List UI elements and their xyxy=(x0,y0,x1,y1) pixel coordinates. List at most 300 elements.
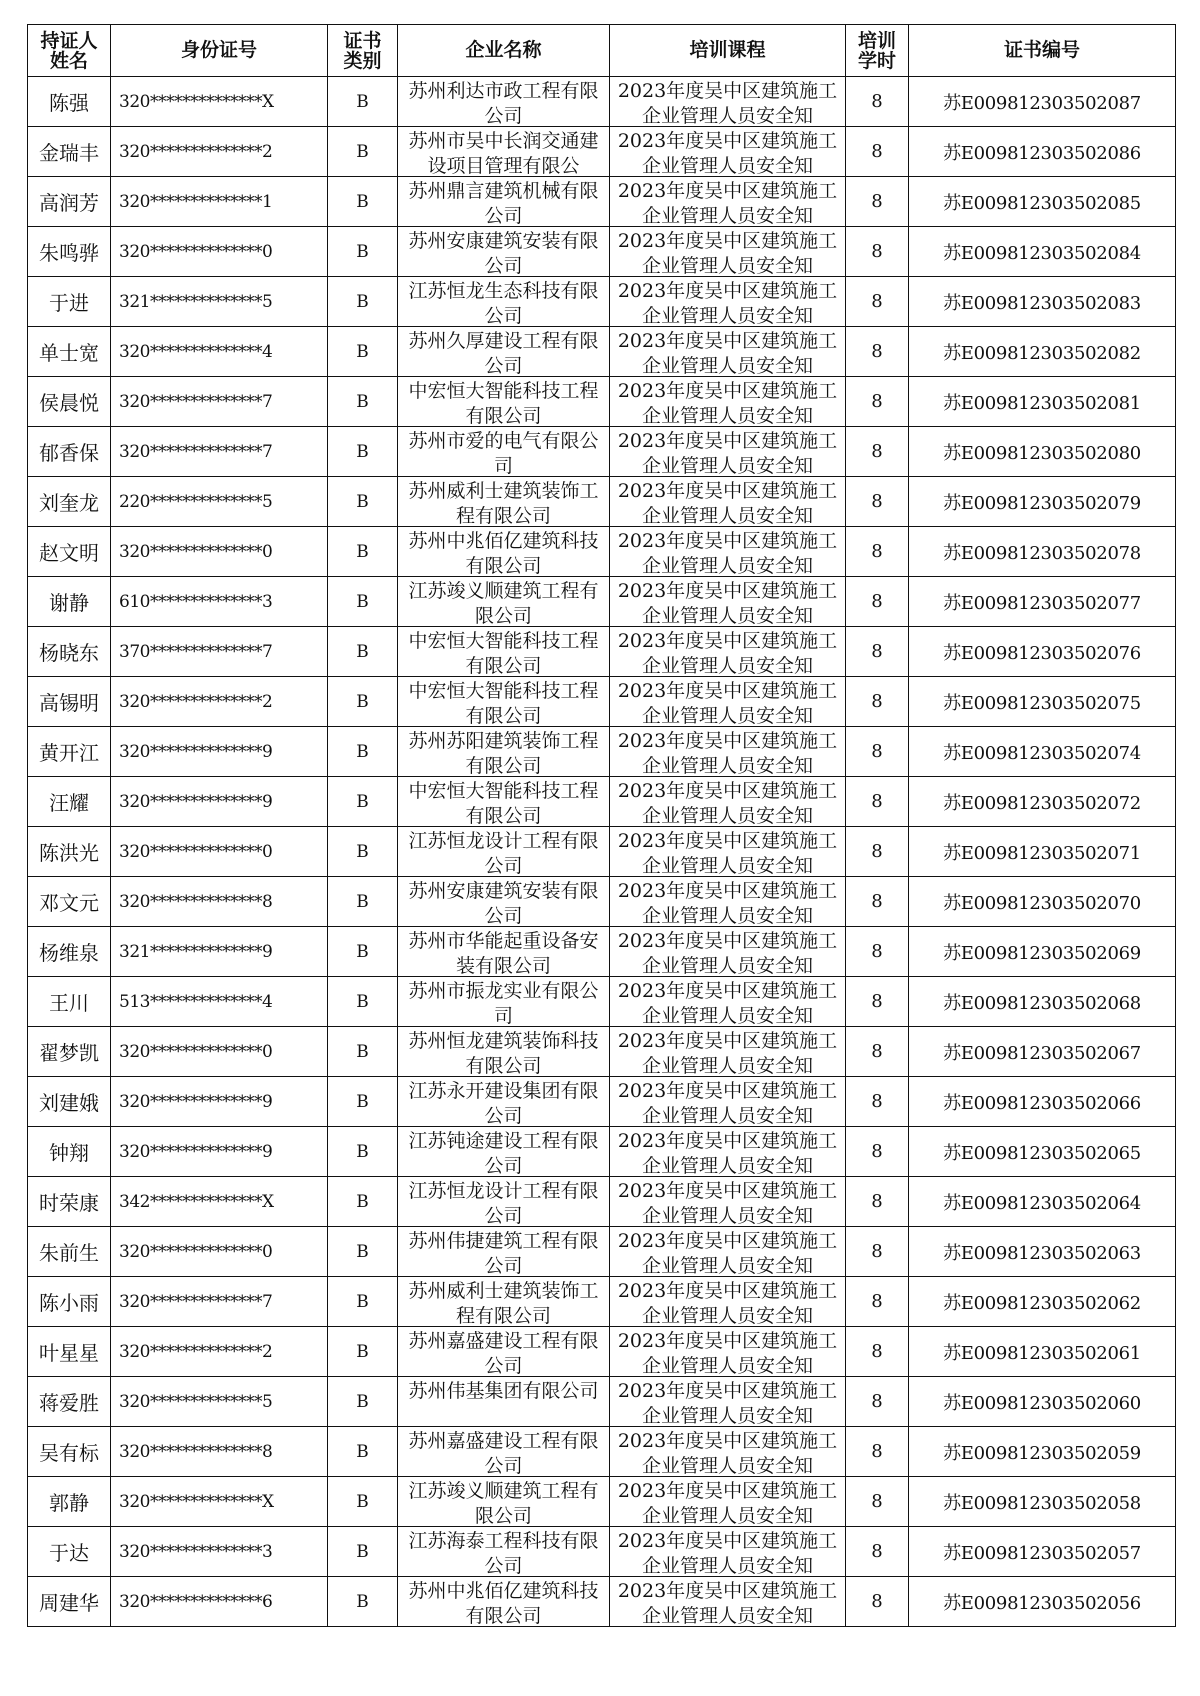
cell-company xyxy=(398,927,610,977)
cell-course xyxy=(610,877,846,927)
cell-company-text: 苏州市华能起重设备安装有限公司 xyxy=(408,930,599,975)
cell-hours: 8 xyxy=(846,1427,909,1477)
cell-course-text: 2023年度吴中区建筑施工企业管理人员安全知 xyxy=(617,780,838,825)
cell-course-text: 2023年度吴中区建筑施工企业管理人员安全知 xyxy=(617,980,838,1025)
table-row xyxy=(28,377,1176,427)
cell-id-number: 320**************X xyxy=(111,1477,328,1527)
cell-company xyxy=(398,227,610,277)
cell-id-number: 320**************1 xyxy=(111,177,328,227)
cell-hours: 8 xyxy=(846,227,909,277)
cell-hours: 8 xyxy=(846,77,909,127)
cell-company-text: 苏州嘉盛建设工程有限公司 xyxy=(408,1430,599,1475)
cell-name: 汪耀 xyxy=(28,777,111,827)
cell-id-number: 513**************4 xyxy=(111,977,328,1027)
cell-name: 叶星星 xyxy=(28,1327,111,1377)
cell-company xyxy=(398,677,610,727)
cell-course xyxy=(610,577,846,627)
cell-cert-number: 苏E009812303502060 xyxy=(909,1377,1176,1427)
cell-cert-number: 苏E009812303502068 xyxy=(909,977,1176,1027)
cell-course xyxy=(610,1377,846,1427)
cell-id-number: 370**************7 xyxy=(111,627,328,677)
cell-course-text: 2023年度吴中区建筑施工企业管理人员安全知 xyxy=(617,180,838,225)
cell-hours: 8 xyxy=(846,177,909,227)
table-row xyxy=(28,1427,1176,1477)
cell-company xyxy=(398,1127,610,1177)
table-row xyxy=(28,1277,1176,1327)
cell-hours: 8 xyxy=(846,677,909,727)
cell-name: 郁香保 xyxy=(28,427,111,477)
header-company: 企业名称 xyxy=(398,25,610,77)
cell-company xyxy=(398,377,610,427)
cell-company xyxy=(398,1477,610,1527)
cell-cert-number: 苏E009812303502059 xyxy=(909,1427,1176,1477)
cell-company xyxy=(398,427,610,477)
cell-course xyxy=(610,77,846,127)
cell-cert-class: B xyxy=(328,377,398,427)
header-class: 证书类别 xyxy=(328,25,398,77)
table-row xyxy=(28,127,1176,177)
table-row xyxy=(28,577,1176,627)
cell-company-text: 中宏恒大智能科技工程有限公司 xyxy=(408,380,599,425)
cell-company xyxy=(398,627,610,677)
cell-company xyxy=(398,777,610,827)
cell-company-text: 苏州威利士建筑装饰工程有限公司 xyxy=(408,480,599,525)
cell-cert-number: 苏E009812303502087 xyxy=(909,77,1176,127)
table-row xyxy=(28,627,1176,677)
cell-cert-class: B xyxy=(328,1477,398,1527)
cell-id-number: 610**************3 xyxy=(111,577,328,627)
cell-course xyxy=(610,1477,846,1527)
cell-name: 钟翔 xyxy=(28,1127,111,1177)
cell-cert-class: B xyxy=(328,1327,398,1377)
table-row xyxy=(28,1377,1176,1427)
cell-cert-number: 苏E009812303502070 xyxy=(909,877,1176,927)
cell-company-text: 苏州嘉盛建设工程有限公司 xyxy=(408,1330,599,1375)
cell-company xyxy=(398,77,610,127)
cell-company xyxy=(398,1277,610,1327)
cell-hours: 8 xyxy=(846,1377,909,1427)
cell-cert-class: B xyxy=(328,877,398,927)
cell-cert-number: 苏E009812303502083 xyxy=(909,277,1176,327)
cell-cert-number: 苏E009812303502066 xyxy=(909,1077,1176,1127)
cell-cert-number: 苏E009812303502081 xyxy=(909,377,1176,427)
cell-course xyxy=(610,127,846,177)
cell-cert-class: B xyxy=(328,1027,398,1077)
cell-hours: 8 xyxy=(846,527,909,577)
cell-company-text: 苏州久厚建设工程有限公司 xyxy=(408,330,599,375)
cell-course xyxy=(610,1327,846,1377)
table-row xyxy=(28,877,1176,927)
cell-course-text: 2023年度吴中区建筑施工企业管理人员安全知 xyxy=(617,1280,838,1325)
cell-cert-number: 苏E009812303502080 xyxy=(909,427,1176,477)
cell-course xyxy=(610,627,846,677)
cell-id-number: 320**************7 xyxy=(111,427,328,477)
cell-id-number: 320**************9 xyxy=(111,777,328,827)
table-row xyxy=(28,1577,1176,1627)
cell-course-text: 2023年度吴中区建筑施工企业管理人员安全知 xyxy=(617,830,838,875)
cell-company-text: 中宏恒大智能科技工程有限公司 xyxy=(408,680,599,725)
cell-company xyxy=(398,1577,610,1627)
cell-hours: 8 xyxy=(846,977,909,1027)
cell-name: 高锡明 xyxy=(28,677,111,727)
header-course: 培训课程 xyxy=(610,25,846,77)
table-row xyxy=(28,1227,1176,1277)
cell-company-text: 江苏竣义顺建筑工程有限公司 xyxy=(408,1480,599,1525)
cell-hours: 8 xyxy=(846,277,909,327)
cell-hours: 8 xyxy=(846,327,909,377)
cell-course-text: 2023年度吴中区建筑施工企业管理人员安全知 xyxy=(617,230,838,275)
cell-name: 王川 xyxy=(28,977,111,1027)
cell-company-text: 苏州中兆佰亿建筑科技有限公司 xyxy=(408,530,599,575)
cell-course-text: 2023年度吴中区建筑施工企业管理人员安全知 xyxy=(617,1180,838,1225)
cell-company xyxy=(398,327,610,377)
cell-company xyxy=(398,1377,610,1427)
cell-id-number: 320**************X xyxy=(111,77,328,127)
cell-course xyxy=(610,777,846,827)
table-row xyxy=(28,777,1176,827)
cell-company-text: 江苏竣义顺建筑工程有限公司 xyxy=(408,580,599,625)
cell-id-number: 320**************2 xyxy=(111,677,328,727)
cell-name: 陈洪光 xyxy=(28,827,111,877)
cell-name: 杨晓东 xyxy=(28,627,111,677)
table-row xyxy=(28,827,1176,877)
cell-cert-number: 苏E009812303502067 xyxy=(909,1027,1176,1077)
cell-company-text: 苏州鼎言建筑机械有限公司 xyxy=(408,180,599,225)
cell-hours: 8 xyxy=(846,427,909,477)
cell-id-number: 320**************3 xyxy=(111,1527,328,1577)
cell-course xyxy=(610,327,846,377)
cell-cert-class: B xyxy=(328,1427,398,1477)
cell-hours: 8 xyxy=(846,1527,909,1577)
cell-cert-number: 苏E009812303502058 xyxy=(909,1477,1176,1527)
cell-id-number: 321**************5 xyxy=(111,277,328,327)
cell-company xyxy=(398,1227,610,1277)
cell-name: 单士宽 xyxy=(28,327,111,377)
table-row xyxy=(28,727,1176,777)
table-row xyxy=(28,427,1176,477)
cell-course xyxy=(610,677,846,727)
cell-cert-number: 苏E009812303502056 xyxy=(909,1577,1176,1627)
cell-course xyxy=(610,477,846,527)
cell-company-text: 苏州威利士建筑装饰工程有限公司 xyxy=(408,1280,599,1325)
cell-company xyxy=(398,527,610,577)
cell-cert-number: 苏E009812303502063 xyxy=(909,1227,1176,1277)
cell-company xyxy=(398,477,610,527)
cell-hours: 8 xyxy=(846,577,909,627)
cell-hours: 8 xyxy=(846,377,909,427)
cell-course xyxy=(610,1027,846,1077)
cell-name: 陈强 xyxy=(28,77,111,127)
cell-company-text: 江苏恒龙生态科技有限公司 xyxy=(408,280,599,325)
cell-company-text: 江苏钝途建设工程有限公司 xyxy=(408,1130,599,1175)
cell-company xyxy=(398,577,610,627)
cell-course xyxy=(610,727,846,777)
cell-name: 金瑞丰 xyxy=(28,127,111,177)
table-row xyxy=(28,1527,1176,1577)
cell-id-number: 320**************9 xyxy=(111,1077,328,1127)
cell-cert-class: B xyxy=(328,1227,398,1277)
cell-company xyxy=(398,727,610,777)
cell-course-text: 2023年度吴中区建筑施工企业管理人员安全知 xyxy=(617,880,838,925)
cell-name: 黄开江 xyxy=(28,727,111,777)
cell-name: 陈小雨 xyxy=(28,1277,111,1327)
cell-company xyxy=(398,827,610,877)
cell-cert-class: B xyxy=(328,177,398,227)
cell-name: 刘奎龙 xyxy=(28,477,111,527)
cell-company xyxy=(398,877,610,927)
cell-company-text: 苏州市爱的电气有限公司 xyxy=(408,430,599,475)
cell-cert-class: B xyxy=(328,827,398,877)
table-row xyxy=(28,1027,1176,1077)
cell-cert-class: B xyxy=(328,77,398,127)
cell-course-text: 2023年度吴中区建筑施工企业管理人员安全知 xyxy=(617,1530,838,1575)
cell-cert-number: 苏E009812303502069 xyxy=(909,927,1176,977)
cell-cert-class: B xyxy=(328,127,398,177)
cell-course xyxy=(610,527,846,577)
header-certno: 证书编号 xyxy=(909,25,1176,77)
cell-id-number: 220**************5 xyxy=(111,477,328,527)
cell-id-number: 320**************8 xyxy=(111,1427,328,1477)
cell-course xyxy=(610,827,846,877)
cell-company-text: 苏州苏阳建筑装饰工程有限公司 xyxy=(408,730,599,775)
cell-cert-number: 苏E009812303502084 xyxy=(909,227,1176,277)
cell-company xyxy=(398,1027,610,1077)
cell-hours: 8 xyxy=(846,1577,909,1627)
cell-cert-number: 苏E009812303502057 xyxy=(909,1527,1176,1577)
cell-cert-class: B xyxy=(328,227,398,277)
cell-company xyxy=(398,977,610,1027)
cell-hours: 8 xyxy=(846,1227,909,1277)
cell-name: 吴有标 xyxy=(28,1427,111,1477)
cell-hours: 8 xyxy=(846,727,909,777)
cell-id-number: 320**************0 xyxy=(111,527,328,577)
cell-course xyxy=(610,177,846,227)
table-row xyxy=(28,227,1176,277)
cell-company-text: 中宏恒大智能科技工程有限公司 xyxy=(408,630,599,675)
cell-hours: 8 xyxy=(846,1027,909,1077)
cell-course-text: 2023年度吴中区建筑施工企业管理人员安全知 xyxy=(617,480,838,525)
cell-hours: 8 xyxy=(846,477,909,527)
cell-course-text: 2023年度吴中区建筑施工企业管理人员安全知 xyxy=(617,580,838,625)
certificate-table xyxy=(27,24,1176,1627)
table-row xyxy=(28,177,1176,227)
cell-cert-number: 苏E009812303502082 xyxy=(909,327,1176,377)
cell-id-number: 320**************5 xyxy=(111,1377,328,1427)
cell-company-text: 苏州伟基集团有限公司 xyxy=(408,1380,599,1402)
table-row xyxy=(28,1077,1176,1127)
cell-company xyxy=(398,1527,610,1577)
header-row xyxy=(28,25,1176,77)
cell-hours: 8 xyxy=(846,1077,909,1127)
cell-course-text: 2023年度吴中区建筑施工企业管理人员安全知 xyxy=(617,1580,838,1625)
cell-cert-class: B xyxy=(328,627,398,677)
cell-company-text: 江苏海泰工程科技有限公司 xyxy=(408,1530,599,1575)
table-row xyxy=(28,1477,1176,1527)
cell-name: 翟梦凯 xyxy=(28,1027,111,1077)
table-row xyxy=(28,677,1176,727)
cell-course xyxy=(610,927,846,977)
cell-cert-class: B xyxy=(328,1177,398,1227)
table-row xyxy=(28,527,1176,577)
cell-cert-class: B xyxy=(328,977,398,1027)
cell-cert-number: 苏E009812303502062 xyxy=(909,1277,1176,1327)
table-row xyxy=(28,1177,1176,1227)
cell-name: 于达 xyxy=(28,1527,111,1577)
cell-id-number: 320**************0 xyxy=(111,227,328,277)
cell-name: 时荣康 xyxy=(28,1177,111,1227)
cell-cert-class: B xyxy=(328,927,398,977)
cell-id-number: 320**************2 xyxy=(111,1327,328,1377)
cell-cert-number: 苏E009812303502078 xyxy=(909,527,1176,577)
cell-cert-number: 苏E009812303502065 xyxy=(909,1127,1176,1177)
cell-course xyxy=(610,1077,846,1127)
cell-company xyxy=(398,1327,610,1377)
table-row xyxy=(28,1127,1176,1177)
cell-company xyxy=(398,1077,610,1127)
cell-hours: 8 xyxy=(846,927,909,977)
cell-cert-class: B xyxy=(328,527,398,577)
cell-id-number: 320**************7 xyxy=(111,377,328,427)
cell-course-text: 2023年度吴中区建筑施工企业管理人员安全知 xyxy=(617,380,838,425)
cell-company-text: 苏州恒龙建筑装饰科技有限公司 xyxy=(408,1030,599,1075)
table-row xyxy=(28,977,1176,1027)
cell-company-text: 江苏恒龙设计工程有限公司 xyxy=(408,830,599,875)
cell-cert-class: B xyxy=(328,327,398,377)
table-row xyxy=(28,927,1176,977)
cell-hours: 8 xyxy=(846,1477,909,1527)
cell-name: 谢静 xyxy=(28,577,111,627)
cell-cert-number: 苏E009812303502074 xyxy=(909,727,1176,777)
cell-course xyxy=(610,427,846,477)
cell-name: 郭静 xyxy=(28,1477,111,1527)
cell-hours: 8 xyxy=(846,877,909,927)
table-row xyxy=(28,1327,1176,1377)
table-row xyxy=(28,277,1176,327)
cell-company-text: 苏州中兆佰亿建筑科技有限公司 xyxy=(408,1580,599,1625)
cell-course-text: 2023年度吴中区建筑施工企业管理人员安全知 xyxy=(617,1130,838,1175)
cell-cert-number: 苏E009812303502075 xyxy=(909,677,1176,727)
cell-name: 朱鸣骅 xyxy=(28,227,111,277)
header-name: 持证人姓名 xyxy=(28,25,111,77)
cell-name: 高润芳 xyxy=(28,177,111,227)
cell-course-text: 2023年度吴中区建筑施工企业管理人员安全知 xyxy=(617,1380,838,1425)
cell-course xyxy=(610,1527,846,1577)
cell-course-text: 2023年度吴中区建筑施工企业管理人员安全知 xyxy=(617,680,838,725)
cell-cert-class: B xyxy=(328,677,398,727)
cell-cert-class: B xyxy=(328,1127,398,1177)
header-hours: 培训学时 xyxy=(846,25,909,77)
cell-course xyxy=(610,277,846,327)
cell-course-text: 2023年度吴中区建筑施工企业管理人员安全知 xyxy=(617,330,838,375)
cell-hours: 8 xyxy=(846,627,909,677)
cell-company-text: 苏州市吴中长润交通建设项目管理有限公 xyxy=(408,130,599,175)
cell-company-text: 江苏恒龙设计工程有限公司 xyxy=(408,1180,599,1225)
cell-cert-class: B xyxy=(328,577,398,627)
table-row xyxy=(28,327,1176,377)
cell-company xyxy=(398,177,610,227)
table-row xyxy=(28,477,1176,527)
cell-id-number: 320**************4 xyxy=(111,327,328,377)
cell-company-text: 苏州利达市政工程有限公司 xyxy=(408,80,599,125)
cell-course-text: 2023年度吴中区建筑施工企业管理人员安全知 xyxy=(617,1230,838,1275)
cell-name: 朱前生 xyxy=(28,1227,111,1277)
header-id: 身份证号 xyxy=(111,25,328,77)
cell-course xyxy=(610,1277,846,1327)
cell-course-text: 2023年度吴中区建筑施工企业管理人员安全知 xyxy=(617,1080,838,1125)
cell-course xyxy=(610,1427,846,1477)
cell-cert-class: B xyxy=(328,727,398,777)
cell-id-number: 320**************0 xyxy=(111,827,328,877)
cell-course xyxy=(610,1127,846,1177)
cell-course-text: 2023年度吴中区建筑施工企业管理人员安全知 xyxy=(617,80,838,125)
cell-course-text: 2023年度吴中区建筑施工企业管理人员安全知 xyxy=(617,530,838,575)
cell-hours: 8 xyxy=(846,827,909,877)
cell-cert-number: 苏E009812303502076 xyxy=(909,627,1176,677)
cell-company-text: 苏州安康建筑安装有限公司 xyxy=(408,230,599,275)
cell-cert-class: B xyxy=(328,477,398,527)
cell-cert-number: 苏E009812303502085 xyxy=(909,177,1176,227)
cell-course xyxy=(610,1177,846,1227)
cell-company-text: 江苏永开建设集团有限公司 xyxy=(408,1080,599,1125)
cell-course-text: 2023年度吴中区建筑施工企业管理人员安全知 xyxy=(617,1480,838,1525)
cell-course xyxy=(610,977,846,1027)
cell-course-text: 2023年度吴中区建筑施工企业管理人员安全知 xyxy=(617,430,838,475)
cell-company xyxy=(398,1427,610,1477)
cell-course-text: 2023年度吴中区建筑施工企业管理人员安全知 xyxy=(617,280,838,325)
cell-course-text: 2023年度吴中区建筑施工企业管理人员安全知 xyxy=(617,930,838,975)
table-body xyxy=(28,77,1176,1627)
cell-id-number: 320**************6 xyxy=(111,1577,328,1627)
cell-course xyxy=(610,1227,846,1277)
cell-name: 邓文元 xyxy=(28,877,111,927)
cell-cert-class: B xyxy=(328,277,398,327)
cell-id-number: 320**************8 xyxy=(111,877,328,927)
cell-hours: 8 xyxy=(846,127,909,177)
cell-cert-class: B xyxy=(328,1277,398,1327)
cell-name: 周建华 xyxy=(28,1577,111,1627)
cell-course-text: 2023年度吴中区建筑施工企业管理人员安全知 xyxy=(617,1430,838,1475)
cell-name: 杨维泉 xyxy=(28,927,111,977)
cell-cert-number: 苏E009812303502071 xyxy=(909,827,1176,877)
cell-name: 蒋爱胜 xyxy=(28,1377,111,1427)
cell-course-text: 2023年度吴中区建筑施工企业管理人员安全知 xyxy=(617,730,838,775)
cell-id-number: 320**************7 xyxy=(111,1277,328,1327)
cell-company xyxy=(398,1177,610,1227)
cell-name: 赵文明 xyxy=(28,527,111,577)
cell-cert-number: 苏E009812303502077 xyxy=(909,577,1176,627)
cell-company-text: 苏州安康建筑安装有限公司 xyxy=(408,880,599,925)
cell-hours: 8 xyxy=(846,1127,909,1177)
cell-course xyxy=(610,1577,846,1627)
cell-hours: 8 xyxy=(846,1177,909,1227)
cell-cert-number: 苏E009812303502064 xyxy=(909,1177,1176,1227)
cell-cert-class: B xyxy=(328,427,398,477)
cell-name: 刘建娥 xyxy=(28,1077,111,1127)
table-row xyxy=(28,77,1176,127)
cell-hours: 8 xyxy=(846,1327,909,1377)
cell-cert-class: B xyxy=(328,1577,398,1627)
cell-company xyxy=(398,277,610,327)
cell-id-number: 320**************0 xyxy=(111,1027,328,1077)
cell-company xyxy=(398,127,610,177)
cell-cert-class: B xyxy=(328,777,398,827)
cell-id-number: 320**************2 xyxy=(111,127,328,177)
cell-course-text: 2023年度吴中区建筑施工企业管理人员安全知 xyxy=(617,1330,838,1375)
cell-name: 侯晨悦 xyxy=(28,377,111,427)
cell-course xyxy=(610,377,846,427)
cell-id-number: 320**************0 xyxy=(111,1227,328,1277)
cell-id-number: 321**************9 xyxy=(111,927,328,977)
